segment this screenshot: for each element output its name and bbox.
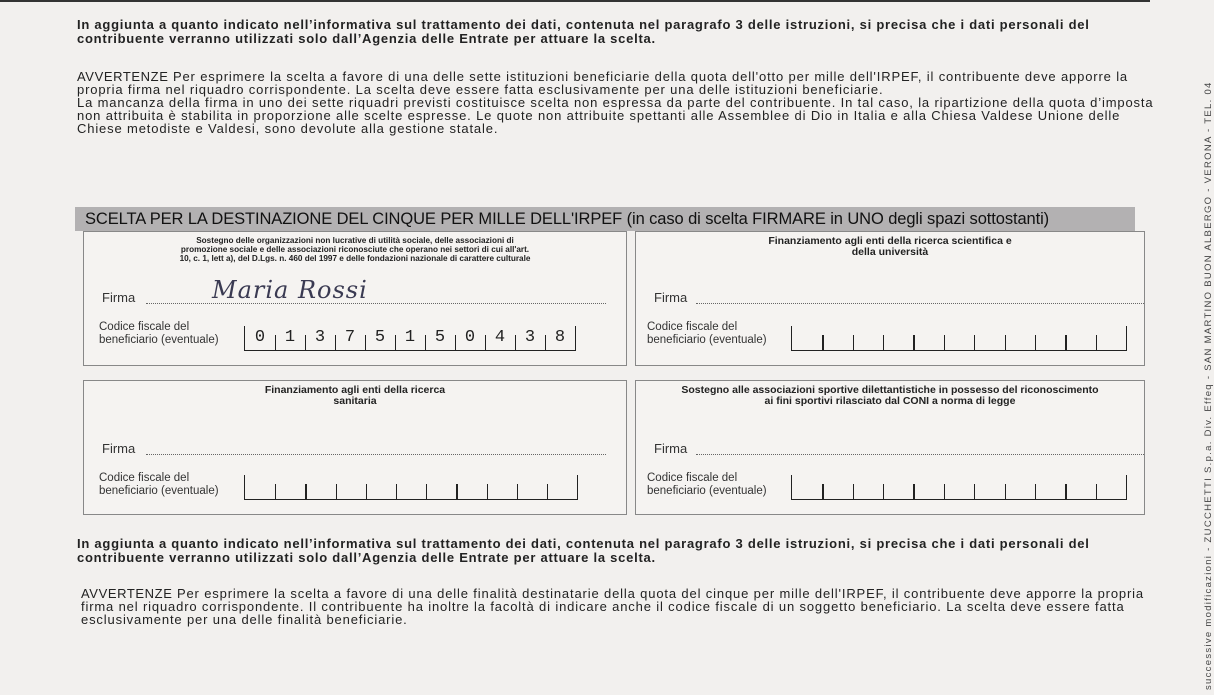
- top-rule: [0, 0, 1150, 2]
- cf-digit[interactable]: [456, 475, 486, 499]
- cf-digit[interactable]: [1005, 475, 1035, 499]
- cf-digit[interactable]: 0: [254, 328, 266, 347]
- cf-digit[interactable]: 8: [545, 326, 575, 350]
- cf-digit[interactable]: 1: [275, 326, 305, 350]
- box-title: Sostegno delle organizzazioni non lucrative di utilità sociale, delle associazioni di promozione sociale e delle associazioni riconosciute che operano nei settori di cui all'art. 10, c. 1, lett a), del D.Lgs. n. 460 del 1997 e delle fondazioni nazionale di carattere culturale: [179, 236, 531, 263]
- cf-digit[interactable]: [517, 475, 547, 499]
- cf-digit[interactable]: 4: [485, 326, 515, 350]
- cf-label: Codice fiscale del beneficiario (eventuale): [647, 321, 767, 346]
- firma-label: Firma: [102, 441, 136, 456]
- cf-digit[interactable]: 1: [395, 326, 425, 350]
- section-header: [75, 207, 1135, 231]
- warning-keyword: AVVERTENZE: [81, 586, 173, 601]
- warning-text: Per esprimere la scelta a favore di una delle sette istituzioni beneficiarie della quota dell'otto per mille dell'IRPEF, il contribuente deve apporre la propria firma nel riquadro corrispondente. La scelta deve essere fatta esclusivamente per una delle istituzioni beneficiarie.: [77, 69, 1129, 97]
- cf-digit[interactable]: [822, 475, 852, 499]
- cf-digit[interactable]: [1096, 475, 1126, 499]
- cf-digit[interactable]: [913, 475, 943, 499]
- firma-label: Firma: [654, 290, 688, 305]
- cf-label: Codice fiscale del beneficiario (eventuale): [647, 472, 767, 497]
- cf-digit[interactable]: [1065, 326, 1095, 350]
- cf-digit[interactable]: [305, 475, 335, 499]
- box-title: Finanziamento agli enti della ricerca scientifica e della università: [768, 235, 1012, 258]
- otto-per-mille-warning: [77, 70, 1162, 135]
- cf-digit[interactable]: [275, 475, 305, 499]
- cf-digit[interactable]: [396, 475, 426, 499]
- cf-digit[interactable]: [944, 326, 974, 350]
- cf-digit[interactable]: 7: [335, 326, 365, 350]
- cf-digit[interactable]: [547, 475, 577, 499]
- top-privacy-notice: In aggiunta a quanto indicato nell’informativa sul trattamento dei dati, contenuta nel paragrafo 3 delle istruzioni, si precisa che i dati personali del contribuente verranno utilizzati solo dall’Agenzia delle Entrate per attuare la scelta.: [77, 17, 1090, 46]
- warning-text-2: La mancanza della firma in uno dei sette riquadri previsti costituisce scelta non espressa da parte del contribuente. In tal caso, la ripartizione della quota d’imposta non attribuita è stabilita in proporzione alle scelte espresse. Le quote non attribuite spettanti alle Assemblee di Dio in Italia e alla Chiesa Valdese Unione delle Chiese metodiste e Valdesi, sono devolute alla gestione statale.: [77, 95, 1154, 136]
- cf-digit[interactable]: [853, 326, 883, 350]
- handwritten-signature: Maria Rossi: [212, 276, 368, 304]
- warning-keyword: AVVERTENZE: [77, 69, 169, 84]
- cf-grid[interactable]: [791, 475, 1127, 500]
- cf-digit[interactable]: 0: [455, 326, 485, 350]
- cf-digit[interactable]: [883, 475, 913, 499]
- cf-digit[interactable]: [487, 475, 517, 499]
- cf-grid[interactable]: [244, 475, 578, 500]
- cf-digit[interactable]: [336, 475, 366, 499]
- cf-digit[interactable]: [1005, 326, 1035, 350]
- cinque-per-mille-warning: [81, 587, 1161, 626]
- cf-digit[interactable]: [426, 475, 456, 499]
- signature-line[interactable]: [146, 453, 606, 455]
- choice-box-ricerca-scientifica: [635, 231, 1145, 366]
- cf-digit[interactable]: [1065, 475, 1095, 499]
- cf-digit[interactable]: [974, 326, 1004, 350]
- firma-label: Firma: [102, 290, 136, 305]
- side-imprint: successive modificazioni - ZUCCHETTI S.p.a. Div. Effeq - SAN MARTINO BUON ALBERGO - VERONA - TEL. 04: [1203, 81, 1214, 690]
- choice-box-sport: [635, 380, 1145, 515]
- choice-box-ricerca-sanitaria: [83, 380, 627, 515]
- cf-digit[interactable]: 5: [425, 326, 455, 350]
- cf-digit[interactable]: [792, 326, 822, 350]
- signature-line[interactable]: [696, 302, 1144, 304]
- warning-text: Per esprimere la scelta a favore di una delle finalità destinatarie della quota del cinque per mille dell'IRPEF, il contribuente deve apporre la propria firma nel riquadro corrispondente. Il contribuente ha inoltre la facoltà di indicare anche il codice fiscale di un soggetto beneficiario. La scelta deve essere fatta esclusivamente per una delle finalità beneficiarie.: [81, 586, 1144, 627]
- cf-digit[interactable]: [1035, 475, 1065, 499]
- signature-line[interactable]: [696, 453, 1144, 455]
- bottom-privacy-notice: In aggiunta a quanto indicato nell’informativa sul trattamento dei dati, contenuta nel paragrafo 3 delle istruzioni, si precisa che i dati personali del contribuente verranno utilizzati solo dall’Agenzia delle Entrate per attuare la scelta.: [77, 536, 1090, 565]
- cf-label: Codice fiscale del beneficiario (eventuale): [99, 472, 219, 497]
- cf-digit[interactable]: 3: [305, 326, 335, 350]
- section-instruction: (in caso di scelta FIRMARE in UNO degli spazi sottostanti): [626, 210, 1050, 228]
- cf-digit[interactable]: [245, 475, 275, 499]
- cf-digit[interactable]: [822, 326, 852, 350]
- cf-digit[interactable]: [1096, 326, 1126, 350]
- cf-digit[interactable]: 3: [515, 326, 545, 350]
- cf-digit[interactable]: 5: [365, 326, 395, 350]
- cf-grid[interactable]: [791, 326, 1127, 351]
- cf-digit[interactable]: [974, 475, 1004, 499]
- cf-digit[interactable]: [792, 475, 822, 499]
- cf-digit[interactable]: [366, 475, 396, 499]
- choice-box-volontariato: [83, 231, 627, 366]
- cf-digit[interactable]: [1035, 326, 1065, 350]
- cf-digit[interactable]: [944, 475, 974, 499]
- cf-label: Codice fiscale del beneficiario (eventuale): [99, 321, 219, 346]
- box-title: Finanziamento agli enti della ricerca sanitaria: [264, 384, 446, 407]
- firma-label: Firma: [654, 441, 688, 456]
- box-title: Sostegno alle associazioni sportive dilettantistiche in possesso del riconoscimento ai fini sportivi rilasciato dal CONI a norma di legge: [681, 384, 1099, 407]
- cf-digit[interactable]: [883, 326, 913, 350]
- section-title: SCELTA PER LA DESTINAZIONE DEL CINQUE PER MILLE DELL'IRPEF: [85, 210, 623, 228]
- cf-digit[interactable]: [853, 475, 883, 499]
- cf-digit[interactable]: [913, 326, 943, 350]
- cf-grid[interactable]: [244, 326, 576, 351]
